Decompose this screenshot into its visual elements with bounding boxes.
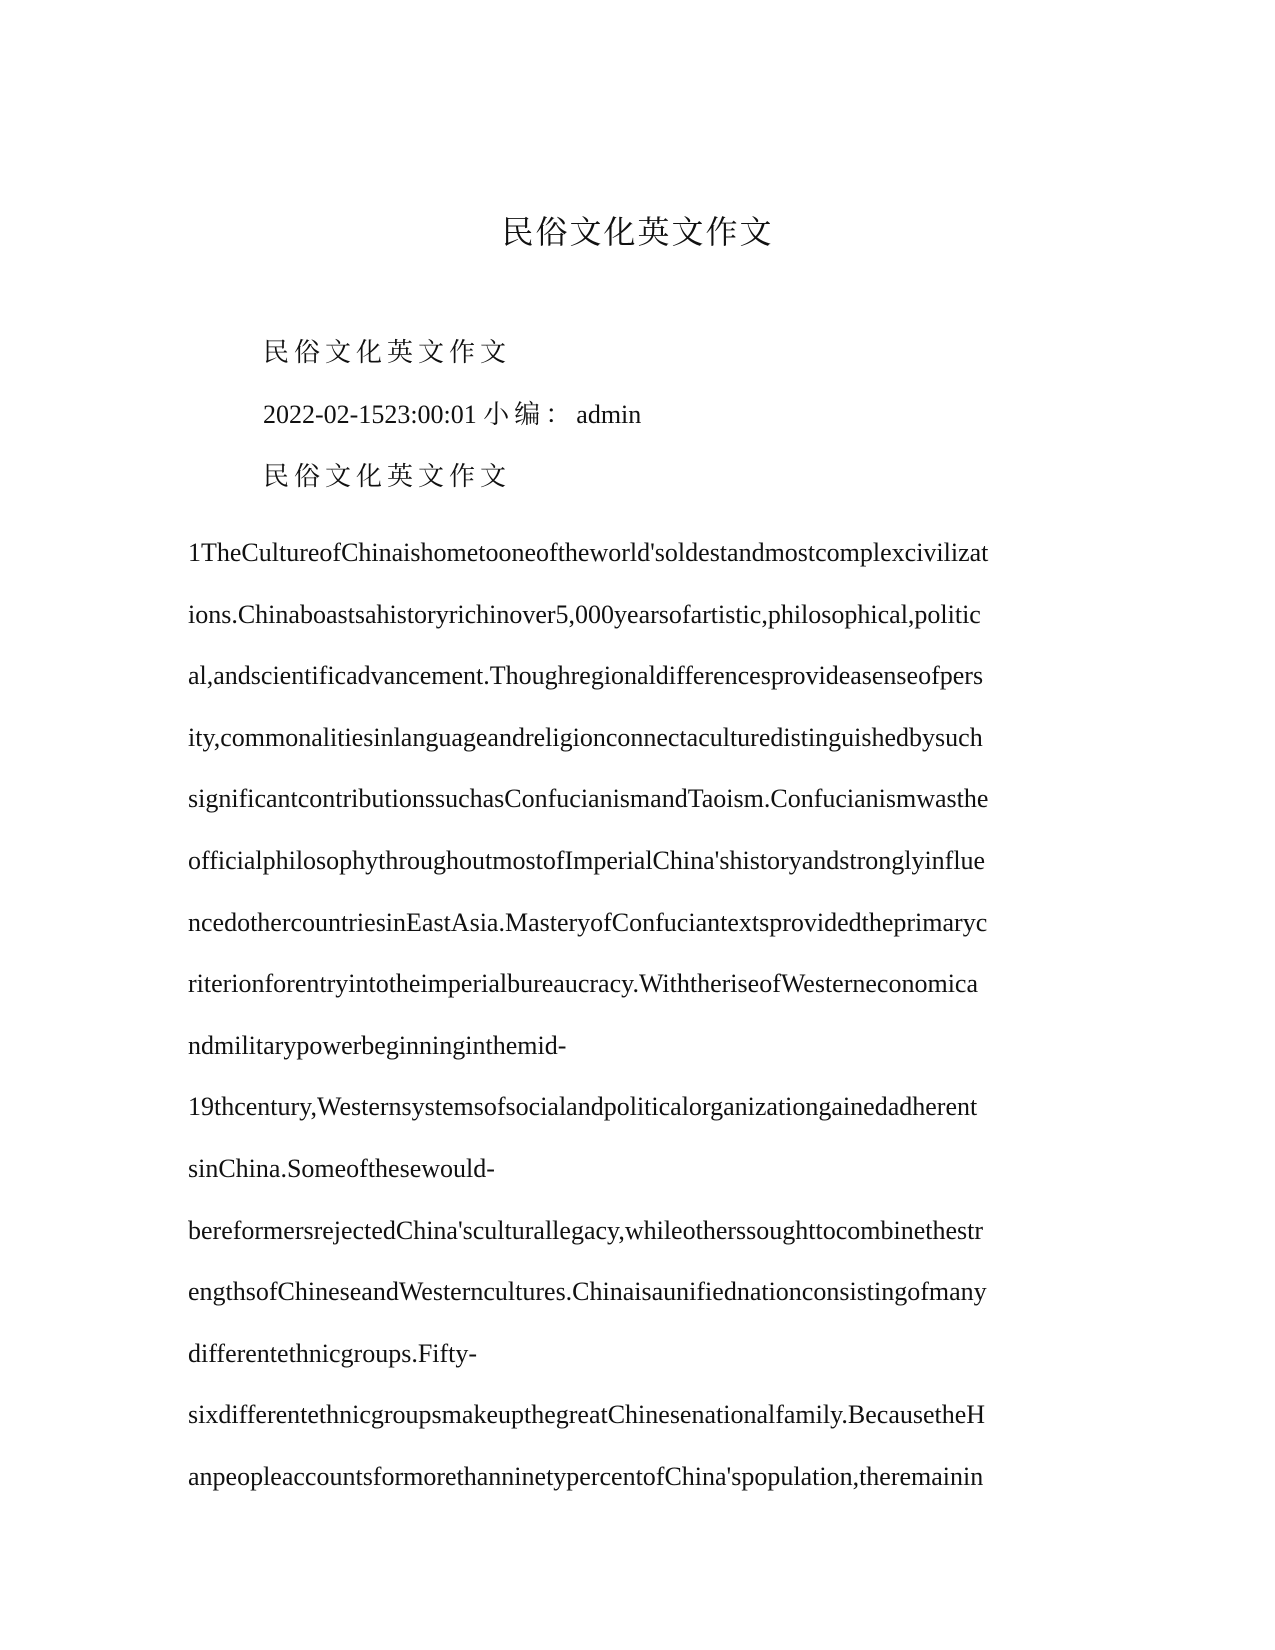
editor-name: admin [576,400,642,429]
post-meta [263,398,641,432]
body-line: engthsofChineseandWesterncultures.Chinaisaunifiednationconsistingofmany [188,1277,987,1307]
body-line: anpeopleaccountsformorethanninetypercentofChina'spopulation,theremainin [188,1461,984,1491]
body-line: ndmilitarypowerbeginninginthemid- [188,1030,567,1060]
document-subtitle: 民俗文化英文作文 [263,338,512,367]
body-line: differentethnicgroups.Fifty- [188,1338,478,1368]
body-line: sixdifferentethnicgroupsmakeupthegreatChinesenationalfamily.BecausetheH [188,1400,986,1430]
post-datetime: 2022-02-1523:00:01 [263,400,477,429]
editor-label: 小编： [483,400,577,429]
body-line: officialphilosophythroughoutmostofImperialChina'shistoryandstronglyinflue [188,845,986,875]
body-line: riterionforentryintotheimperialbureaucracy.WiththeriseofWesterneconomica [188,969,978,999]
body-line: bereformersrejectedChina'sculturallegacy,whileotherssoughttocombinethestr [188,1215,983,1245]
body-line: al,andscientificadvancement.Thoughregionaldifferencesprovideasenseofpers [188,661,984,691]
document-title: 民俗文化英文作文 [501,214,774,250]
article-body [188,522,1088,1508]
body-line: significantcontributionssuchasConfucianismandTaoism.Confucianismwasthe [188,784,989,814]
body-line: 19thcentury,Westernsystemsofsocialandpoliticalorganizationgainedadherent [188,1092,978,1122]
body-line: ncedothercountriesinEastAsia.MasteryofConfuciantextsprovidedtheprimaryc [188,907,988,937]
body-line: ity,commonalitiesinlanguageandreligionconnectaculturedistinguishedbysuch [188,722,983,752]
body-line: 1TheCultureofChinaishometooneoftheworld'soldestandmostcomplexcivilizat [188,538,989,567]
section-heading: 民俗文化英文作文 [263,462,512,491]
body-line: ions.Chinaboastsahistoryrichinover5,000yearsofartistic,philosophical,politic [188,599,981,629]
body-line: sinChina.Someofthesewould- [188,1153,495,1183]
